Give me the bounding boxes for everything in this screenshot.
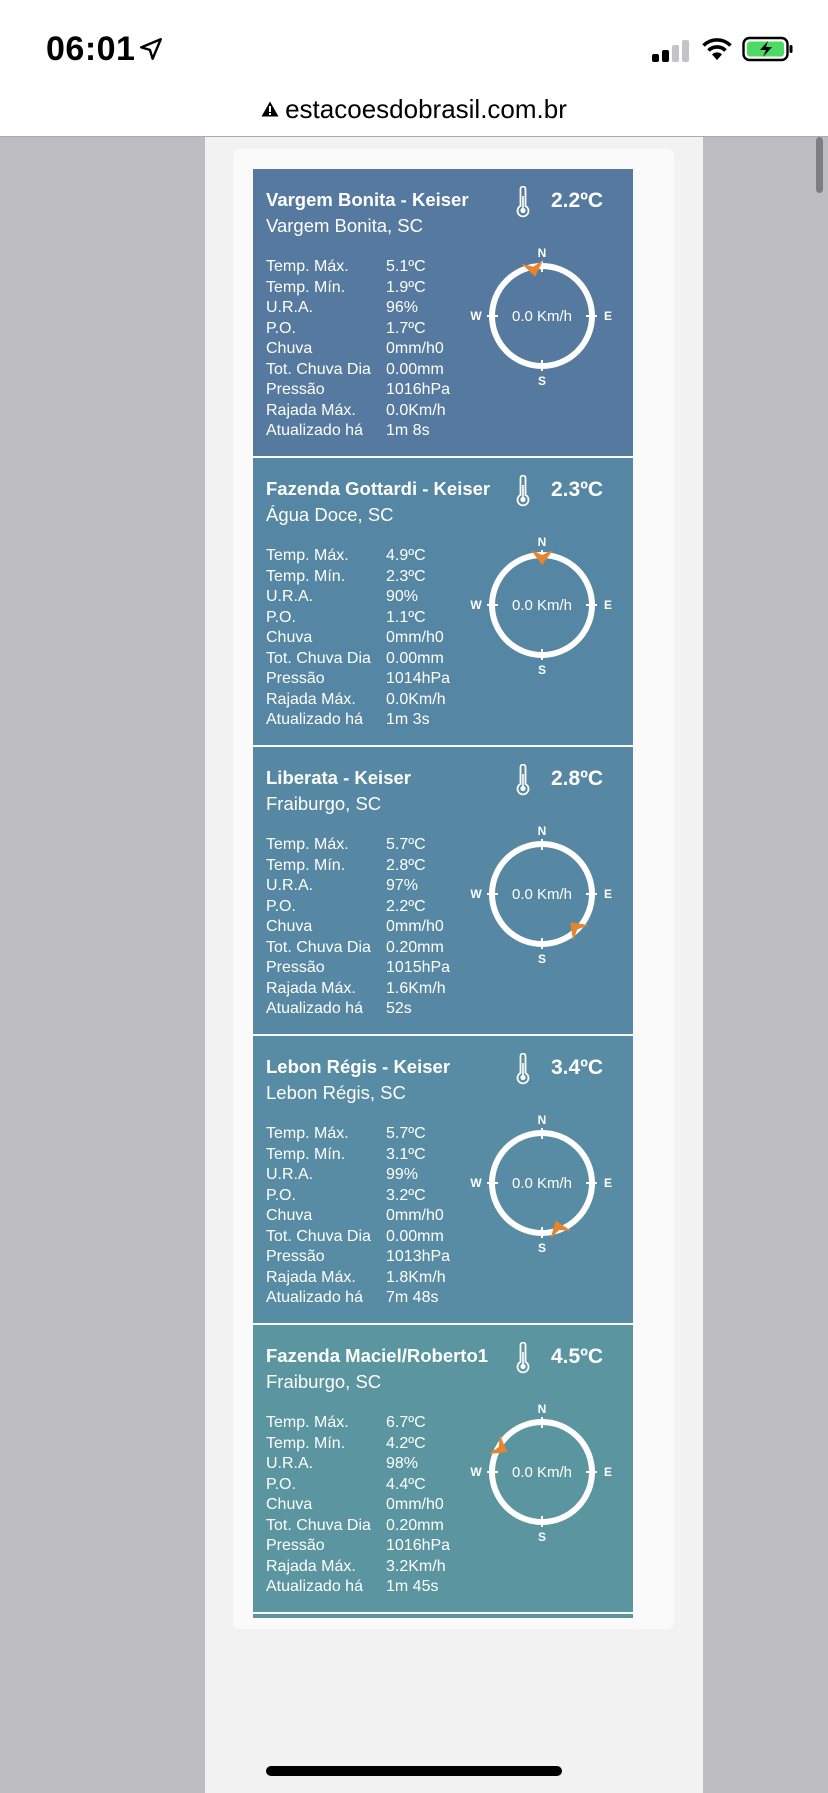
dew-point-label: P.O. (266, 1186, 296, 1204)
gust-label: Rajada Máx. (266, 1268, 356, 1286)
updated-label: Atualizado há (266, 711, 363, 728)
station-location: Lebon Régis, SC (266, 1082, 406, 1103)
temp-max-value: 4.9ºC (386, 547, 426, 564)
station-location: Fraiburgo, SC (266, 1371, 382, 1392)
rain-rate-label: Chuva (266, 1496, 313, 1513)
station-stats (266, 1124, 450, 1309)
current-temperature: 2.8ºC (551, 767, 604, 790)
thermometer-icon (515, 475, 531, 507)
temp-max-label: Temp. Máx. (266, 258, 349, 275)
humidity-value: 97% (386, 877, 419, 894)
pressure-label: Pressão (266, 670, 325, 687)
updated-label: Atualizado há (266, 422, 363, 439)
dew-point-label: P.O. (266, 319, 296, 337)
pressure-value: 1016hPa (386, 381, 451, 398)
compass-n: N (537, 246, 547, 260)
gust-label: Rajada Máx. (266, 690, 356, 708)
scrollbar[interactable] (816, 137, 823, 193)
current-temperature: 2.2ºC (551, 189, 604, 212)
humidity-value: 90% (386, 588, 419, 605)
gust-value: 3.2Km/h (386, 1557, 446, 1575)
station-stats (266, 257, 450, 442)
station-name: Lebon Régis - Keiser (266, 1056, 451, 1077)
rain-rate-value: 0mm/h0 (386, 629, 444, 646)
address-bar[interactable] (0, 92, 828, 136)
station-list (253, 169, 633, 1618)
temp-max-label: Temp. Máx. (266, 1125, 349, 1142)
station-name: Vargem Bonita - Keiser (266, 189, 469, 210)
gust-label: Rajada Máx. (266, 1557, 356, 1575)
station-stats (266, 546, 450, 731)
updated-value: 1m 45s (386, 1578, 439, 1595)
dew-point-value: 1.7ºC (386, 319, 426, 337)
humidity-label: U.R.A. (266, 588, 314, 605)
location-arrow-icon (138, 36, 164, 62)
pressure-value: 1013hPa (386, 1248, 451, 1265)
station-card[interactable] (253, 169, 633, 456)
compass-e: E (603, 1465, 613, 1479)
compass-w: W (470, 598, 482, 612)
gust-value: 0.0Km/h (386, 401, 446, 419)
wind-compass (467, 530, 617, 680)
daily-rain-label: Tot. Chuva Dia (266, 649, 371, 667)
status-bar (0, 0, 828, 92)
pressure-label: Pressão (266, 381, 325, 398)
current-temperature: 4.5ºC (551, 1345, 604, 1368)
station-name: Fazenda Gottardi - Keiser (266, 478, 491, 499)
compass-w: W (470, 1176, 482, 1190)
temp-min-label: Temp. Mín. (266, 1145, 346, 1163)
rain-rate-label: Chuva (266, 340, 313, 357)
pressure-value: 1016hPa (386, 1537, 451, 1554)
daily-rain-value: 0.00mm (386, 1227, 444, 1245)
thermometer-icon (515, 1053, 531, 1085)
temp-max-value: 5.7ºC (386, 1125, 426, 1142)
wind-speed: 0.0 Km/h (511, 597, 573, 614)
status-time: 06:01 (46, 30, 136, 68)
compass-s: S (537, 952, 547, 966)
temp-min-label: Temp. Mín. (266, 567, 346, 585)
humidity-label: U.R.A. (266, 1166, 314, 1183)
daily-rain-label: Tot. Chuva Dia (266, 360, 371, 378)
temp-max-value: 5.7ºC (386, 836, 426, 853)
compass-s: S (537, 663, 547, 677)
thermometer-icon (515, 186, 531, 218)
station-name: Liberata - Keiser (266, 767, 411, 788)
humidity-value: 99% (386, 1166, 419, 1183)
gust-value: 0.0Km/h (386, 690, 446, 708)
wind-compass (467, 241, 617, 391)
cellular-signal-icon (652, 38, 692, 62)
compass-n: N (537, 824, 547, 838)
daily-rain-label: Tot. Chuva Dia (266, 938, 371, 956)
rain-rate-value: 0mm/h0 (386, 1496, 444, 1513)
temp-min-label: Temp. Mín. (266, 278, 346, 296)
rain-rate-label: Chuva (266, 629, 313, 646)
wind-speed: 0.0 Km/h (511, 886, 573, 903)
station-location: Água Doce, SC (266, 504, 394, 525)
next-station-card-edge[interactable] (253, 1614, 633, 1618)
rain-rate-label: Chuva (266, 918, 313, 935)
current-temperature: 2.3ºC (551, 478, 604, 501)
daily-rain-value: 0.20mm (386, 1516, 444, 1534)
compass-e: E (603, 887, 613, 901)
gust-value: 1.8Km/h (386, 1268, 446, 1286)
wind-compass (467, 819, 617, 969)
wind-compass (467, 1397, 617, 1547)
dew-point-value: 2.2ºC (386, 897, 426, 915)
rain-rate-value: 0mm/h0 (386, 340, 444, 357)
station-name: Fazenda Maciel/Roberto1 (266, 1345, 489, 1366)
wind-speed: 0.0 Km/h (511, 1175, 573, 1192)
temp-max-label: Temp. Máx. (266, 836, 349, 853)
temp-min-label: Temp. Mín. (266, 1434, 346, 1452)
humidity-value: 98% (386, 1455, 419, 1472)
humidity-label: U.R.A. (266, 1455, 314, 1472)
compass-n: N (537, 1113, 547, 1127)
humidity-label: U.R.A. (266, 299, 314, 316)
compass-e: E (603, 1176, 613, 1190)
pressure-label: Pressão (266, 959, 325, 976)
compass-e: E (603, 598, 613, 612)
dew-point-label: P.O. (266, 897, 296, 915)
pressure-label: Pressão (266, 1537, 325, 1554)
current-temperature: 3.4ºC (551, 1056, 604, 1079)
gust-label: Rajada Máx. (266, 401, 356, 419)
updated-value: 52s (386, 1000, 412, 1017)
thermometer-icon (515, 1342, 531, 1374)
rain-rate-label: Chuva (266, 1207, 313, 1224)
updated-label: Atualizado há (266, 1289, 363, 1306)
compass-n: N (537, 535, 547, 549)
gust-label: Rajada Máx. (266, 979, 356, 997)
temp-max-value: 5.1ºC (386, 258, 426, 275)
daily-rain-value: 0.00mm (386, 360, 444, 378)
pressure-value: 1015hPa (386, 959, 451, 976)
rain-rate-value: 0mm/h0 (386, 918, 444, 935)
daily-rain-label: Tot. Chuva Dia (266, 1227, 371, 1245)
station-stats (266, 835, 450, 1020)
compass-w: W (470, 309, 482, 323)
updated-value: 1m 8s (386, 422, 430, 439)
updated-label: Atualizado há (266, 1000, 363, 1017)
daily-rain-label: Tot. Chuva Dia (266, 1516, 371, 1534)
compass-e: E (603, 309, 613, 323)
updated-value: 1m 3s (386, 711, 430, 728)
temp-min-value: 2.8ºC (386, 856, 426, 874)
compass-s: S (537, 374, 547, 388)
dew-point-label: P.O. (266, 1475, 296, 1493)
pressure-label: Pressão (266, 1248, 325, 1265)
dew-point-value: 1.1ºC (386, 608, 426, 626)
temp-max-label: Temp. Máx. (266, 547, 349, 564)
daily-rain-value: 0.20mm (386, 938, 444, 956)
updated-value: 7m 48s (386, 1289, 439, 1306)
pressure-value: 1014hPa (386, 670, 451, 687)
wind-speed: 0.0 Km/h (511, 308, 573, 325)
wind-speed: 0.0 Km/h (511, 1464, 573, 1481)
humidity-value: 96% (386, 299, 419, 316)
temp-min-value: 2.3ºC (386, 567, 426, 585)
dew-point-value: 3.2ºC (386, 1186, 426, 1204)
temp-max-label: Temp. Máx. (266, 1414, 349, 1431)
temp-max-value: 6.7ºC (386, 1414, 426, 1431)
warning-icon (261, 101, 279, 117)
station-stats (266, 1413, 450, 1598)
compass-n: N (537, 1402, 547, 1416)
wifi-icon (700, 36, 734, 62)
battery-charging-icon (742, 36, 794, 62)
dew-point-label: P.O. (266, 608, 296, 626)
daily-rain-value: 0.00mm (386, 649, 444, 667)
web-content (0, 136, 828, 1793)
dew-point-value: 4.4ºC (386, 1475, 426, 1493)
rain-rate-value: 0mm/h0 (386, 1207, 444, 1224)
gust-value: 1.6Km/h (386, 979, 446, 997)
station-card[interactable] (253, 747, 633, 1034)
station-card[interactable] (253, 458, 633, 745)
station-card[interactable] (253, 1036, 633, 1323)
updated-label: Atualizado há (266, 1578, 363, 1595)
temp-min-value: 1.9ºC (386, 278, 426, 296)
temp-min-value: 3.1ºC (386, 1145, 426, 1163)
compass-s: S (537, 1530, 547, 1544)
url-text[interactable]: estacoesdobrasil.com.br (285, 94, 567, 124)
station-card[interactable] (253, 1325, 633, 1612)
temp-min-value: 4.2ºC (386, 1434, 426, 1452)
home-indicator[interactable] (266, 1766, 562, 1776)
thermometer-icon (515, 764, 531, 796)
compass-s: S (537, 1241, 547, 1255)
compass-w: W (470, 1465, 482, 1479)
compass-w: W (470, 887, 482, 901)
humidity-label: U.R.A. (266, 877, 314, 894)
temp-min-label: Temp. Mín. (266, 856, 346, 874)
station-location: Fraiburgo, SC (266, 793, 382, 814)
station-location: Vargem Bonita, SC (266, 215, 423, 236)
wind-compass (467, 1108, 617, 1258)
